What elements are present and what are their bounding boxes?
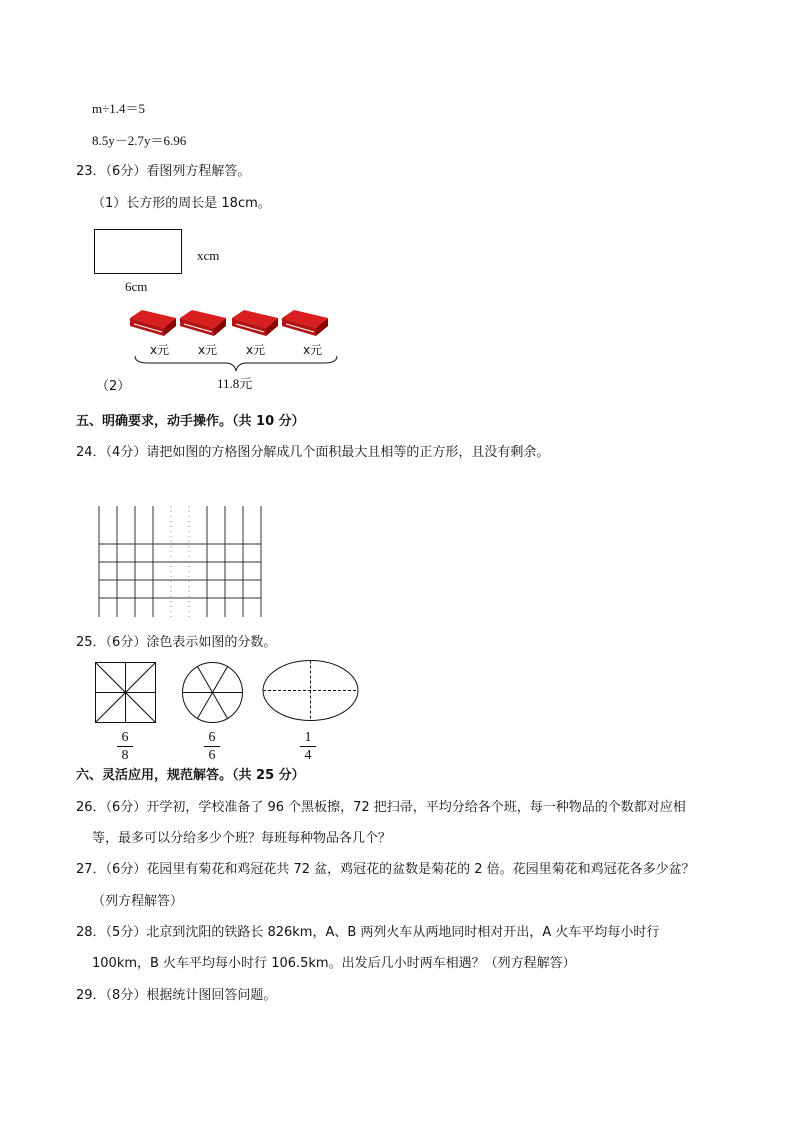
circle-sixths-figure [182, 662, 244, 724]
q24-text: 24．（4分）请把如图的方格图分解成几个面积最大且相等的正方形，且没有剩余。 [76, 445, 550, 460]
fraction-1-4 [298, 730, 318, 763]
denominator: 4 [304, 748, 312, 763]
book-price-label: x元 [150, 343, 170, 357]
rect-side-label: xcm [197, 248, 220, 263]
denominator: 6 [208, 748, 216, 763]
book-price-label: x元 [246, 343, 266, 357]
q29-text: 29．（8分）根据统计图回答问题。 [76, 988, 277, 1003]
q26-line2: 等，最多可以分给多少个班？每班每种物品各几个？ [92, 831, 392, 846]
book-price-label: x元 [303, 343, 323, 357]
q25-text: 25．（6分）涂色表示如图的分数。 [76, 635, 277, 650]
book-icon [130, 310, 176, 336]
square-eighths-figure [95, 662, 157, 724]
rect-bottom-label: 6cm [125, 279, 148, 294]
section-6-title: 六、灵活应用，规范解答。（共 25 分） [76, 768, 305, 783]
book-icon [180, 310, 226, 336]
book-icon [282, 310, 328, 336]
numerator: 1 [304, 730, 312, 745]
numerator: 6 [208, 730, 216, 745]
section-5-title: 五、明确要求，动手操作。（共 10 分） [76, 414, 305, 429]
book-price-label: x元 [198, 343, 218, 357]
q23-heading: 23．（6分）看图列方程解答。 [76, 164, 251, 179]
numerator: 6 [121, 730, 129, 745]
denominator: 8 [121, 748, 129, 763]
equation-1: m÷1.4＝5 [92, 101, 145, 116]
q27-line2: （列方程解答） [92, 894, 184, 909]
q23-sub1: （1）长方形的周长是 18cm。 [92, 196, 271, 211]
book-icon [232, 310, 278, 336]
q26-line1: 26．（6分）开学初，学校准备了 96 个黑板擦，72 把扫帚，平均分给各个班，每一种物品的个数都对应相 [76, 800, 686, 815]
rectangle-figure [94, 229, 184, 275]
ellipse-quarters-figure [262, 660, 360, 722]
fraction-6-8 [115, 730, 135, 763]
q28-line2: 100km，B 火车平均每小时行 106.5km。出发后几小时两车相遇？（列方程解答） [92, 956, 576, 971]
q27-line1: 27．（6分）花园里有菊花和鸡冠花共 72 盆，鸡冠花的盆数是菊花的 2 倍。花园里菊花和鸡冠花各多少盆？ [76, 862, 695, 877]
fraction-6-6 [202, 730, 222, 763]
total-brace [134, 355, 338, 373]
total-price: 11.8元 [217, 376, 253, 391]
q28-line1: 28．（5分）北京到沈阳的铁路长 826km，A、B 两列火车从两地同时相对开出，A 火车平均每小时行 [76, 925, 660, 940]
grid-figure [96, 504, 266, 619]
equation-2: 8.5y－2.7y＝6.96 [92, 133, 187, 148]
q23-sub2: （2） [96, 379, 131, 394]
books-row [128, 308, 338, 340]
